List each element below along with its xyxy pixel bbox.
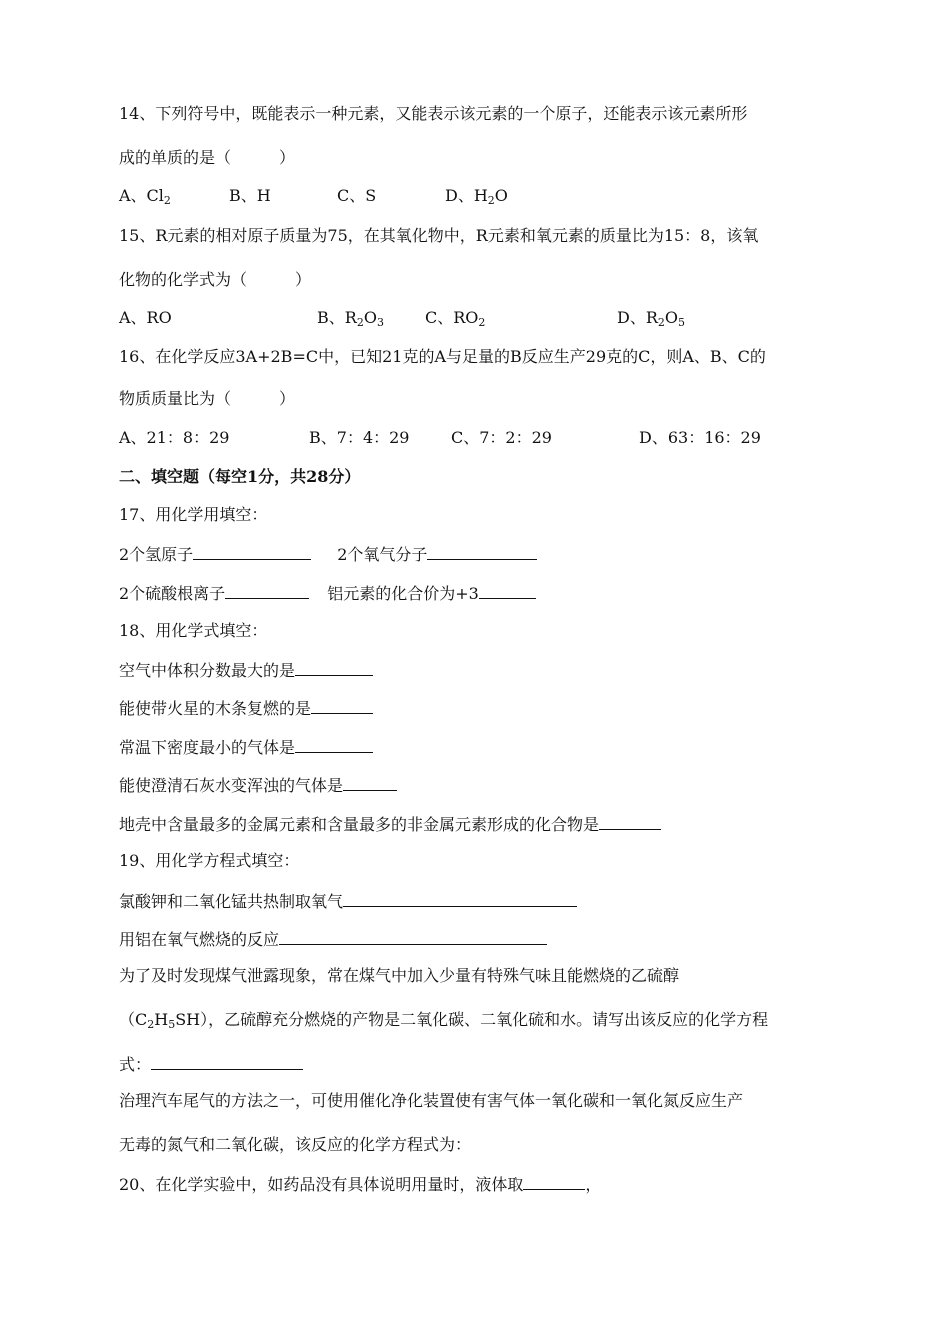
q15-stem-line2: 化物的化学式为（ ）: [119, 270, 312, 289]
q15-stem-line1: 15、R元素的相对原子质量为75，在其氧化物中，R元素和氧元素的质量比为15：8，该氧: [119, 226, 759, 245]
q14-option-d: D、$H_2O$: [445, 186, 508, 207]
section-heading-fill-in: 二、填空题（每空1分，共28分）: [119, 467, 361, 486]
q14-stem-line1: 14、下列符号中，既能表示一种元素，又能表示该元素的一个原子，还能表示该元素所形: [119, 104, 748, 123]
q19-blank-3[interactable]: [151, 1053, 303, 1070]
q14-option-b: B、H: [229, 186, 271, 205]
q17-item-1: 2个氢原子: [119, 545, 194, 564]
q19-item-4-line1: 治理汽车尾气的方法之一，可使用催化净化装置使有害气体一氧化碳和一氧化氮反应生产: [119, 1091, 744, 1110]
q18-blank-3[interactable]: [295, 736, 373, 753]
q18-item-4: 能使澄清石灰水变浑浊的气体是: [119, 776, 344, 795]
q19-item-2: 用铝在氧气燃烧的反应: [119, 930, 280, 949]
q15-option-b: B、$R_2O_3$: [317, 308, 384, 329]
q16-option-c: C、7：2：29: [451, 428, 552, 447]
q19-row2: [119, 928, 547, 950]
q19-item-4-line2: 无毒的氮气和二氧化碳，该反应的化学方程式为：: [119, 1135, 472, 1154]
q15-options: [119, 308, 685, 328]
q17-stem: 17、用化学用填空：: [119, 505, 268, 524]
q14-option-a: A、$Cl_2$: [119, 186, 171, 207]
q17-row1: [119, 543, 537, 565]
q14-stem-line2: 成的单质的是（ ）: [119, 148, 296, 167]
q15-option-a: A、RO: [119, 308, 172, 327]
q18-blank-1[interactable]: [295, 659, 373, 676]
q17-row2: [119, 582, 536, 604]
q16-stem-line1: 16、在化学反应3A+2B=C中，已知21克的A与足量的B反应生产29克的C，则A、B、C的: [119, 347, 766, 366]
q16-option-d: D、63：16：29: [639, 428, 761, 447]
q16-options: [119, 428, 761, 448]
q17-blank-4[interactable]: [479, 582, 536, 599]
q18-item-1: 空气中体积分数最大的是: [119, 661, 296, 680]
q16-option-b: B、7：4：29: [309, 428, 410, 447]
q17-item-4: 铝元素的化合价为+3: [327, 584, 479, 603]
q18-row5: [119, 813, 661, 835]
q18-blank-2[interactable]: [311, 697, 373, 714]
q19-blank-1[interactable]: [343, 890, 577, 907]
q19-item-3-line1: 为了及时发现煤气泄露现象，常在煤气中加入少量有特殊气味且能燃烧的乙硫醇: [119, 966, 680, 985]
q17-item-3: 2个硫酸根离子: [119, 584, 226, 603]
q20-blank-1[interactable]: [523, 1173, 585, 1190]
q19-item-1: 氯酸钾和二氧化锰共热制取氧气: [119, 892, 344, 911]
q18-blank-5[interactable]: [599, 813, 661, 830]
q16-stem-line2: 物质质量比为（ ）: [119, 389, 296, 408]
q14-option-c: C、S: [337, 186, 377, 205]
q15-option-c: C、$RO_2$: [425, 308, 486, 329]
q19-stem: 19、用化学方程式填空：: [119, 851, 300, 870]
q18-item-2: 能使带火星的木条复燃的是: [119, 699, 312, 718]
q16-option-a: A、21：8：29: [119, 428, 230, 447]
q17-blank-3[interactable]: [225, 582, 309, 599]
q19-item-3-line2: $(C_2H_5SH)$，乙硫醇充分燃烧的产物是二氧化碳、二氧化硫和水。请写出该反应的化学方程: [119, 1010, 769, 1031]
q19-item-3-line3: 式：: [119, 1053, 303, 1075]
q17-blank-2[interactable]: [427, 543, 537, 560]
q18-row4: [119, 774, 397, 796]
q15-option-d: D、$R_2O_5$: [617, 308, 686, 329]
q20-line1: 20、在化学实验中，如药品没有具体说明用量时，液体取 ，: [119, 1175, 602, 1194]
q18-row2: [119, 697, 373, 719]
q19-blank-2[interactable]: [279, 928, 547, 945]
q17-item-2: 2个氧气分子: [337, 545, 428, 564]
q18-blank-4[interactable]: [343, 774, 397, 791]
q18-row1: [119, 659, 373, 681]
q19-row1: [119, 890, 577, 912]
q18-item-3: 常温下密度最小的气体是: [119, 738, 296, 757]
q14-options: [119, 186, 508, 206]
q18-item-5: 地壳中含量最多的金属元素和含量最多的非金属元素形成的化合物是: [119, 815, 600, 834]
q18-row3: [119, 736, 373, 758]
q17-blank-1[interactable]: [193, 543, 311, 560]
q18-stem: 18、用化学式填空：: [119, 621, 268, 640]
